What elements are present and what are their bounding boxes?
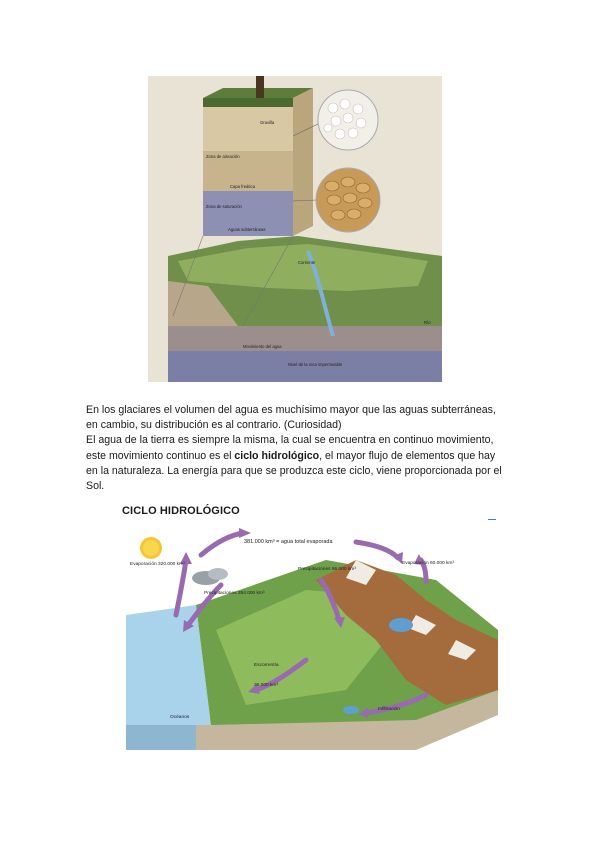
label-river: Río xyxy=(424,320,431,325)
label-water-table: Capa freática xyxy=(230,184,255,189)
label-saturation: Zona de saturación xyxy=(206,204,242,209)
label-total: 381.000 km³ = agua total evaporada xyxy=(244,539,333,545)
para-line xyxy=(86,449,526,464)
label-oceans: Océanos xyxy=(170,715,190,720)
body-paragraph xyxy=(86,403,526,494)
label-precip-land: Precipitaciones 96.000 km³ xyxy=(298,567,356,572)
para-text: este movimiento continuo es el xyxy=(86,449,235,462)
label-impermeable: Nivel de la roca impermeable xyxy=(288,362,343,367)
bold-term: ciclo hidrológico xyxy=(234,449,320,462)
para-line: en cambio, su distribución es al contrario. (Curiosidad) xyxy=(86,419,342,432)
label-runoff: Escorrentía xyxy=(254,663,279,668)
groundwater-diagram xyxy=(148,76,442,382)
para-line: En los glaciares el volumen del agua es muchísimo mayor que las aguas subterráneas, xyxy=(86,404,496,416)
section-title: CICLO HIDROLÓGICO xyxy=(122,505,240,517)
label-current: Corriente xyxy=(298,260,316,265)
label-infiltration: Infiltración xyxy=(378,707,400,712)
label-gravel: Gravilla xyxy=(260,120,275,125)
label-evap-sea: Evaporación 320.000 km³ xyxy=(130,562,185,567)
para-line: Sol. xyxy=(86,480,105,493)
para-line: El agua de la tierra es siempre la misma, la cual se encuentra en continuo movimiento, xyxy=(86,434,494,447)
para-line: en la naturaleza. La energía para que se produzca este ciclo, viene proporcionada por el xyxy=(86,464,502,477)
label-runoff-value: 36.000 km³ xyxy=(254,683,278,688)
para-text: , el mayor flujo de elementos que hay xyxy=(319,449,496,462)
label-evap-land: Evaporación 60.000 km³ xyxy=(402,561,454,566)
label-precip-sea: Precipitaciones 284.000 km³ xyxy=(204,591,265,596)
label-aeration: Zona de aireación xyxy=(206,154,240,159)
label-subterranean: Aguas subterráneas xyxy=(228,227,266,232)
label-moving-water: Movimiento del agua xyxy=(243,344,282,349)
hydrologic-cycle-diagram xyxy=(126,520,498,750)
